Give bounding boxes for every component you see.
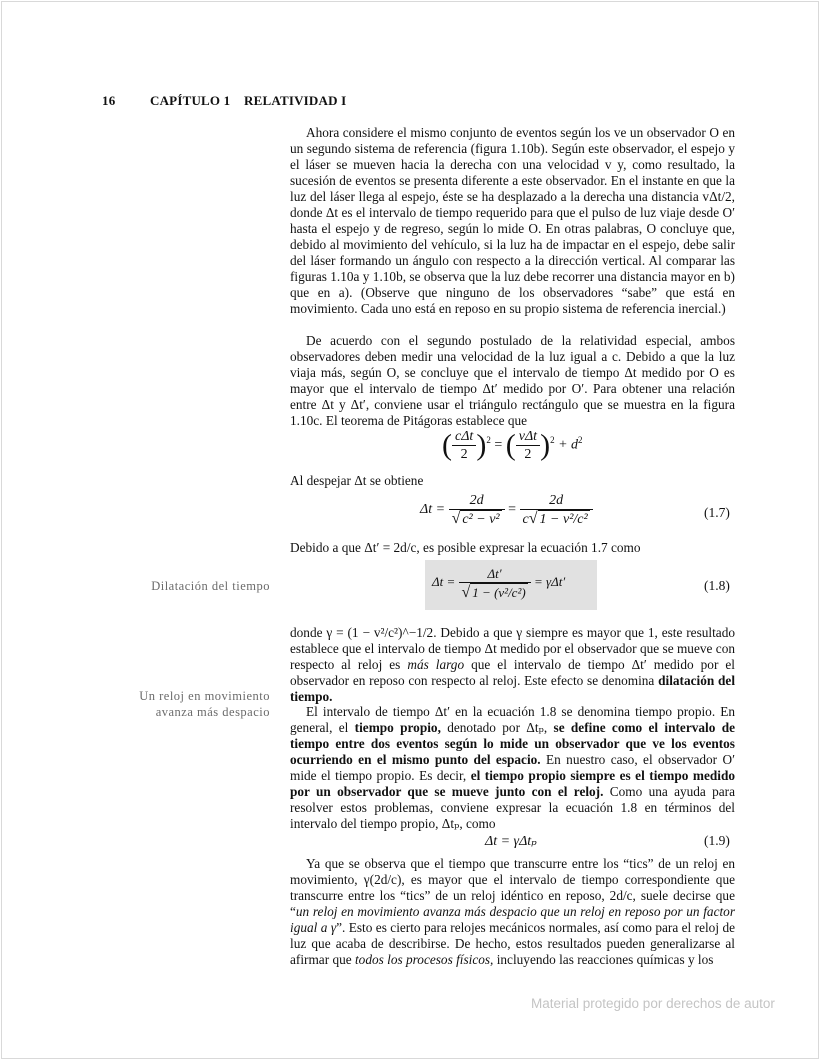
equation-number-1-9: (1.9) <box>704 833 730 848</box>
margin-note-time-dilation: Dilatación del tiempo <box>151 579 270 593</box>
equation-1-7: Δt = $\frac{2d}{\text{√ c² − v²}}$ = $\frac{2d}{\text{c√ 1 − v²/c²}}$ <box>420 492 593 528</box>
running-header <box>102 93 346 109</box>
equation-number-1-7: (1.7) <box>704 505 730 520</box>
chapter-title: RELATIVIDAD I <box>244 93 347 108</box>
margin-note-moving-clock: Un reloj en movimiento avanza más despacio <box>139 689 270 719</box>
equation-pythagoras: ( $\frac{\text{cΔt}}{2}$ )$^2$ = ( $\frac{\text{vΔt}}{2}$ )$^2 + d^2$ <box>442 428 583 462</box>
page-number: 16 <box>102 93 116 108</box>
paragraph-solve <box>290 473 735 489</box>
copyright-watermark: Material protegido por derechos de autor <box>531 996 775 1011</box>
paragraph-text: Debido a que Δt′ = 2d/c, es posible expresar la ecuación 1.7 como <box>290 540 641 555</box>
equation-1-9: Δt = γΔtₚ <box>485 834 537 849</box>
paragraph-text: De acuerdo con el segundo postulado de la relatividad especial, ambos observadores deben medir una velocidad de la luz igual a c. Debido a que la luz viaja más, según O, se concluye que el intervalo de tiempo Δt medido por O es mayor que el intervalo de tiempo Δt′ medido por O′. Para obtener una relación entre Δt y Δt′, conviene usar el triángulo rectángulo que se muestra en la figura 1.10c. El teorema de Pitágoras establece que <box>290 333 735 428</box>
paragraph-express <box>290 540 735 556</box>
paragraph-text: Al despejar Δt se obtiene <box>290 473 424 488</box>
paragraph-proper-time: El intervalo de tiempo Δt′ en la ecuación 1.8 se denomina tiempo propio. En general, el tiempo propio, denotado por Δtₚ, se define como el intervalo de tiempo entre dos eventos según lo mide un observador que ve los eventos ocurriendo en el mismo punto del espacio. En nuestro caso, el observador O′ mide el tiempo propio. Es decir, el tiempo propio siempre es el tiempo medido por un observador que se mueve junto con el reloj. Como una ayuda para resolver estos problemas, conviene expresar la ecuación 1.8 en términos del intervalo del tiempo propio, Δtₚ, como <box>290 704 736 831</box>
paragraph-clock-ticks: Ya que se observa que el tiempo que transcurre entre los “tics” de un reloj en movimiento, γ(2d/c), es mayor que el intervalo de tiempo correspondiente que transcurre entre los “tics” de un reloj idéntico en reposo, 2d/c, suele decirse que “un reloj en movimiento avanza más despacio que un reloj en reposo por un factor igual a γ”. Esto es cierto para relojes mecánicos normales, así como para el reloj de luz que acaba de describirse. De hecho, estos resultados pueden generalizarse al afirmar que todos los procesos físicos, incluyendo las reacciones químicas y los <box>290 856 735 967</box>
paragraph-gamma: donde γ = (1 − v²/c²)^−1/2. Debido a que γ siempre es mayor que 1, este resultado establece que el intervalo de tiempo Δt medido por el observador que se mueve con respecto al reloj es más largo que el intervalo de tiempo Δt′ medido por el observador en reposo con respecto al reloj. Este efecto se denomina dilatación del tiempo. <box>290 625 736 704</box>
paragraph-text: Ahora considere el mismo conjunto de eventos según los ve un observador O en un segundo sistema de referencia (figura 1.10b). Según este observador, el espejo y el láser se mueven hacia la derecha con una velocidad v y, como resultado, la sucesión de eventos se presenta diferente a este observador. En el instante en que la luz del láser llega al espejo, éste se ha desplazado a la derecha una distancia vΔt/2, donde Δt es el intervalo de tiempo requerido para que el pulso de luz viaje desde O′ hasta el espejo y de regreso, según lo mide O. En otras palabras, O concluye que, debido al movimiento del vehículo, si la luz ha de impactar en el espejo, debe salir del láser formando un ángulo con respecto a la dirección vertical. Al comparar las figuras 1.10a y 1.10b, se observa que la luz debe recorrer una distancia mayor en b) que en a). (Observe que ninguno de los observadores “sabe” que está en movimiento. Cada uno está en reposo en su propio sistema de referencia inercial.) <box>290 125 735 316</box>
paragraph-second-postulate <box>290 333 735 429</box>
chapter-label: CAPÍTULO 1 <box>150 93 231 108</box>
paragraph-observer-o <box>290 125 735 317</box>
equation-1-8: Δt = $\frac{\Delta t'}{\text{√ 1 − (v²/c²)}}$ = γΔt′ <box>432 566 566 601</box>
equation-number-1-8: (1.8) <box>704 578 730 593</box>
